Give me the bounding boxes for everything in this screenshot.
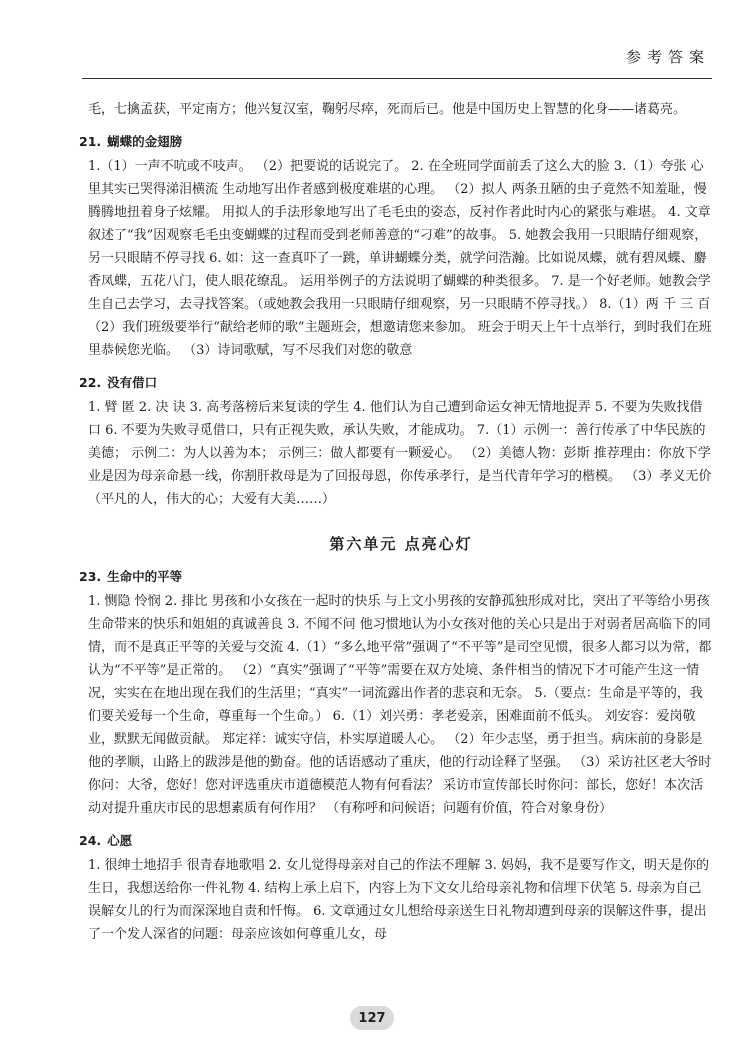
section-number: 22.: [79, 375, 102, 390]
answer-content: [79, 98, 714, 946]
section-heading: [79, 131, 714, 153]
intro-paragraph: 毛，七擒孟获，平定南方；他兴复汉室，鞠躬尽瘁，死而后已。他是中国历史上智慧的化身——诸葛亮。: [88, 102, 687, 117]
page-header-title: 参考答案: [625, 48, 710, 66]
page-number-badge: 127: [350, 1006, 394, 1030]
section-number: 23.: [79, 569, 102, 584]
section-23: [79, 566, 714, 820]
section-number: 24.: [79, 833, 102, 848]
section-title: 没有借口: [107, 375, 158, 390]
section-answers: 1. 恻隐 怜悯 2. 排比 男孩和小女孩在一起时的快乐 与上文小男孩的安静孤独形成对比，突出了平等给小男孩生命带来的快乐和姐姐的真诚善良 3. 不闻不问 他习惯地认为小女孩对他的关心只是出于对弱者居高临下的同情，而不是真正平等的关爱与交流 4.（1）“多么地平常”强调了“不平等”是司空见惯，很多人都习以为常，都认为“不平等”是正常的。 （2）“真实”强调了“平等”需要在双方处境、条件相当的情况下才可能产生这一情况，实实在在地出现在我们的生活里；“真实”一词流露出作者的悲哀和无奈。 5.（要点：生命是平等的，我们要关爱每一个生命，尊重每一个生命。） 6.（1）刘兴勇：孝老爱亲，困难面前不低头。 刘安容：爱岗敬业，默默无闻做贡献。 郑定祥：诚实守信，朴实厚道暖人心。 （2）年少志坚，勇于担当。病床前的身影是他的孝顺，山路上的跋涉是他的勤奋。他的话语感动了重庆，他的行动诠释了坚强。 （3）采访社区老大爷时你问：大爷，您好！您对评选重庆市道德模范人物有何看法？ 采访市宣传部长时你问：部长，您好！本次活动对提升重庆市民的思想素质有何作用？ （有称呼和问候语；问题有价值，符合对象身份）: [88, 594, 712, 816]
section-answers: 1. 很绅士地招手 很青春地歌唱 2. 女儿觉得母亲对自己的作法不理解 3. 妈妈，我不是要写作文，明天是你的生日，我想送给你一件礼物 4. 结构上承上启下，内容上为下文女儿给母亲礼物和信埋下伏笔 5. 母亲为自己误解女儿的行为而深深地自责和忏悔。 6. 文章通过女儿想给母亲送生日礼物却遭到母亲的误解这件事，提出了一个发人深省的问题：母亲应该如何尊重儿女，母: [88, 858, 710, 942]
section-title: 心愿: [107, 833, 133, 848]
unit-title: 第六单元 点亮心灯: [329, 535, 473, 553]
section-heading: [79, 566, 714, 588]
section-heading: [79, 830, 714, 852]
section-answers: 1.（1）一声不吭或不吱声。 （2）把要说的话说完了。 2. 在全班同学面前丢了这么大的脸 3.（1）夸张 心里其实已哭得涕泪横流 生动地写出作者感到极度难堪的心理。 （2）拟人 两条丑陋的虫子竟然不知羞耻，慢腾腾地扭着身子炫耀。 用拟人的手法形象地写出了毛毛虫的姿态，反衬作者此时内心的紧张与难堪。 4. 文章叙述了“我”因观察毛毛虫变蝴蝶的过程而受到老师善意的“刁难”的故事。 5. 她教会我用一只眼睛仔细观察，另一只眼睛不停寻找 6. 如：这一查真吓了一跳，单讲蝴蝶分类，就学问浩瀚。比如说凤蝶，就有碧凤蝶、麝香凤蝶，五花八门，使人眼花缭乱。 运用举例子的方法说明了蝴蝶的种类很多。 7. 是一个好老师。她教会学生自己去学习，去寻找答案。（或她教会我用一只眼睛仔细观察，另一只眼睛不停寻找。） 8.（1）两 千 三 百 （2）我们班级要举行“献给老师的歌”主题班会，想邀请您来参加。 班会于明天上午十点举行，到时我们在班里恭候您光临。 （3）诗词歌赋，写不尽我们对您的敬意: [88, 159, 712, 358]
section-title: 蝴蝶的金翅膀: [107, 134, 183, 149]
section-22: [79, 372, 714, 511]
section-21: [79, 131, 714, 362]
section-answers: 1. 臂 匿 2. 决 诀 3. 高考落榜后来复读的学生 4. 他们认为自己遭到命运女神无情地捉弄 5. 不要为失败找借口 6. 不要为失败寻觅借口，只有正视失败，承认失败，才能成功。 7.（1）示例一：善行传承了中华民族的美德； 示例二：为人以善为本； 示例三：做人都要有一颗爱心。 （2）美德人物：彭斯 推荐理由：你放下学业是因为母亲命悬一线，你割肝救母是为了回报母恩，你传承孝行，是当代青年学习的楷模。 （3）孝义无价（平凡的人，伟大的心；大爱有大美……）: [88, 400, 712, 507]
section-heading: [79, 372, 714, 394]
section-number: 21.: [79, 134, 102, 149]
section-24: [79, 830, 714, 946]
header-divider: [82, 78, 712, 79]
section-title: 生命中的平等: [107, 569, 183, 584]
